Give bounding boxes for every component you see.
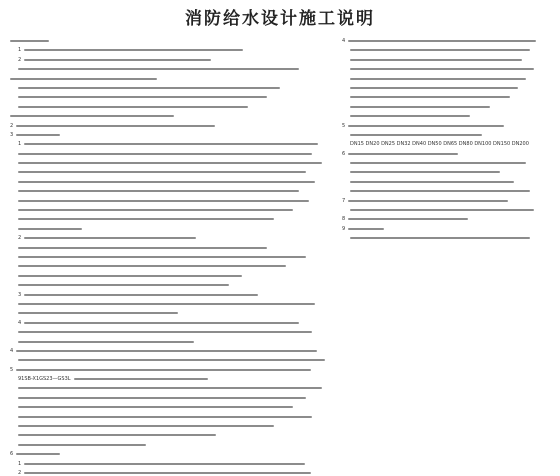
- illegible-text-bar: [350, 106, 490, 108]
- notes-column-right: [342, 38, 550, 238]
- line-label: 4: [10, 347, 14, 354]
- illegible-text-bar: [18, 96, 267, 98]
- text-line: [10, 132, 338, 138]
- text-line: [10, 348, 338, 354]
- line-label: 1: [18, 141, 22, 148]
- text-line: [18, 339, 338, 345]
- illegible-text-bar: [10, 115, 174, 117]
- text-line: [18, 395, 338, 401]
- line-label: DN15 DN20 DN25 DN32 DN40 DN50 DN65 DN80 DN100 DN150 DN200: [350, 141, 529, 148]
- line-label: 4: [18, 319, 22, 326]
- text-line: [342, 123, 550, 129]
- line-label: 8: [342, 216, 346, 223]
- text-line: [350, 132, 550, 138]
- text-line: [18, 423, 338, 429]
- document-title: 消防给水设计施工说明: [185, 9, 375, 29]
- text-line: [18, 226, 338, 232]
- illegible-text-bar: [18, 256, 306, 258]
- text-line: [18, 245, 338, 251]
- text-line: [18, 470, 338, 476]
- illegible-text-bar: [18, 416, 312, 418]
- line-label: 2: [18, 56, 22, 63]
- illegible-text-bar: [18, 247, 267, 249]
- text-line: [10, 113, 338, 119]
- text-line: [350, 235, 550, 241]
- illegible-text-bar: [18, 68, 299, 70]
- illegible-text-bar: [18, 200, 309, 202]
- illegible-text-bar: [18, 275, 242, 277]
- illegible-text-bar: [18, 153, 312, 155]
- line-label: 1: [18, 47, 22, 54]
- illegible-text-bar: [16, 350, 317, 352]
- illegible-text-bar: [350, 237, 530, 239]
- illegible-text-bar: [10, 78, 157, 80]
- illegible-text-bar: [350, 181, 514, 183]
- text-line: [342, 198, 550, 204]
- illegible-text-bar: [18, 228, 82, 230]
- text-line: [18, 104, 338, 110]
- illegible-text-bar: [18, 190, 299, 192]
- text-line: [18, 57, 338, 63]
- illegible-text-bar: [18, 331, 312, 333]
- illegible-text-bar: [350, 171, 500, 173]
- illegible-text-bar: [16, 125, 215, 127]
- text-line: [350, 66, 550, 72]
- illegible-text-bar: [24, 49, 243, 51]
- text-line: [18, 188, 338, 194]
- text-line: [18, 160, 338, 166]
- illegible-text-bar: [24, 322, 299, 324]
- text-line: [18, 207, 338, 213]
- illegible-text-bar: [348, 153, 458, 155]
- text-line: [350, 57, 550, 63]
- illegible-text-bar: [18, 284, 229, 286]
- illegible-text-bar: [24, 294, 258, 296]
- illegible-text-bar: [350, 49, 530, 51]
- line-label: 9: [342, 225, 346, 232]
- text-line: [18, 432, 338, 438]
- text-line: [10, 451, 338, 457]
- text-line: [18, 94, 338, 100]
- illegible-text-bar: [348, 218, 468, 220]
- text-line: [342, 216, 550, 222]
- illegible-text-bar: [16, 453, 60, 455]
- illegible-text-bar: [350, 134, 482, 136]
- illegible-text-bar: [24, 237, 196, 239]
- text-line: [342, 226, 550, 232]
- text-line: [18, 179, 338, 185]
- text-line: [18, 461, 338, 467]
- illegible-text-bar: [18, 359, 325, 361]
- text-line: [350, 104, 550, 110]
- illegible-text-bar: [350, 96, 510, 98]
- illegible-text-bar: [348, 125, 504, 127]
- text-line: [10, 367, 338, 373]
- line-label: 5: [10, 366, 14, 373]
- illegible-text-bar: [18, 444, 146, 446]
- illegible-text-bar: [18, 434, 216, 436]
- text-line: [18, 292, 338, 298]
- text-line: [18, 198, 338, 204]
- text-line: [18, 151, 338, 157]
- text-line: [350, 94, 550, 100]
- text-line: [350, 47, 550, 53]
- text-line: [350, 113, 550, 119]
- text-line: [10, 123, 338, 129]
- text-line: [342, 151, 550, 157]
- text-line: [18, 329, 338, 335]
- illegible-text-bar: [24, 472, 311, 474]
- text-line: [18, 169, 338, 175]
- illegible-text-bar: [18, 171, 306, 173]
- text-line: [10, 38, 338, 44]
- illegible-text-bar: [18, 265, 286, 267]
- text-line: [18, 273, 338, 279]
- illegible-text-bar: [18, 87, 280, 89]
- illegible-text-bar: [18, 341, 194, 343]
- text-line: [18, 357, 338, 363]
- illegible-text-bar: [18, 397, 306, 399]
- line-label: 6: [342, 150, 346, 157]
- text-line: [350, 76, 550, 82]
- line-label: 7: [342, 197, 346, 204]
- text-line: [18, 66, 338, 72]
- illegible-text-bar: [350, 115, 470, 117]
- illegible-text-bar: [18, 425, 274, 427]
- illegible-text-bar: [350, 162, 526, 164]
- text-line: [18, 385, 338, 391]
- text-line: [18, 414, 338, 420]
- text-line: [18, 263, 338, 269]
- text-line: [18, 301, 338, 307]
- illegible-text-bar: [18, 106, 248, 108]
- text-line: [18, 254, 338, 260]
- text-line: [350, 141, 550, 147]
- illegible-text-bar: [16, 134, 60, 136]
- illegible-text-bar: [350, 209, 534, 211]
- text-line: [18, 141, 338, 147]
- illegible-text-bar: [350, 59, 522, 61]
- illegible-text-bar: [348, 40, 536, 42]
- text-line: [350, 207, 550, 213]
- text-line: [350, 188, 550, 194]
- illegible-text-bar: [18, 218, 274, 220]
- text-line: [18, 47, 338, 53]
- text-line: [18, 376, 338, 382]
- line-label: 4: [342, 38, 346, 44]
- line-label: 2: [10, 122, 14, 129]
- text-line: [350, 85, 550, 91]
- illegible-text-bar: [74, 378, 208, 380]
- illegible-text-bar: [18, 312, 178, 314]
- illegible-text-bar: [348, 200, 508, 202]
- illegible-text-bar: [18, 387, 322, 389]
- line-label: 3: [10, 131, 14, 138]
- illegible-text-bar: [350, 78, 526, 80]
- illegible-text-bar: [348, 228, 384, 230]
- illegible-text-bar: [350, 68, 534, 70]
- line-label: 91SB-X1GS23—GS3L: [18, 376, 71, 383]
- illegible-text-bar: [350, 190, 530, 192]
- text-line: [350, 169, 550, 175]
- notes-column-left: [10, 38, 338, 476]
- text-line: [342, 38, 550, 44]
- illegible-text-bar: [18, 181, 315, 183]
- text-line: [18, 282, 338, 288]
- text-line: [18, 320, 338, 326]
- illegible-text-bar: [18, 406, 293, 408]
- text-line: [350, 160, 550, 166]
- illegible-text-bar: [18, 303, 315, 305]
- illegible-text-bar: [10, 40, 49, 42]
- illegible-text-bar: [16, 369, 311, 371]
- line-label: 2: [18, 235, 22, 242]
- text-line: [18, 404, 338, 410]
- line-label: 5: [342, 122, 346, 129]
- illegible-text-bar: [350, 87, 518, 89]
- illegible-text-bar: [24, 143, 318, 145]
- text-line: [18, 442, 338, 448]
- text-line: [10, 76, 338, 82]
- text-line: [18, 235, 338, 241]
- illegible-text-bar: [24, 59, 211, 61]
- line-label: 1: [18, 460, 22, 467]
- line-label: 3: [18, 291, 22, 298]
- line-label: 2: [18, 469, 22, 476]
- text-line: [18, 216, 338, 222]
- text-line: [350, 179, 550, 185]
- illegible-text-bar: [24, 463, 305, 465]
- illegible-text-bar: [18, 162, 322, 164]
- text-line: [18, 310, 338, 316]
- line-label: 6: [10, 451, 14, 458]
- text-line: [18, 85, 338, 91]
- illegible-text-bar: [18, 209, 293, 211]
